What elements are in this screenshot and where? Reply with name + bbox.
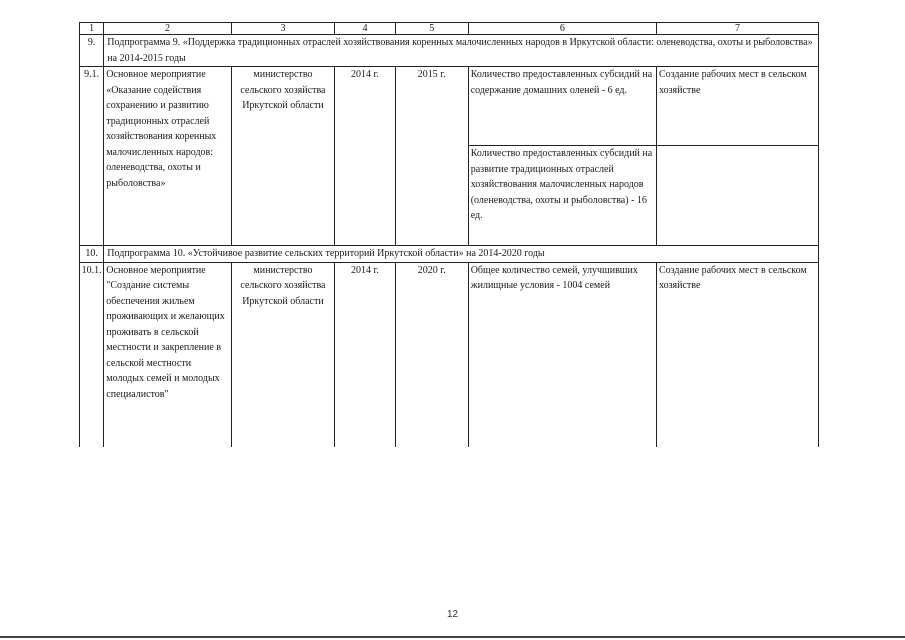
subprogram-10-row: [80, 246, 819, 263]
activity-10-1-description: Основное мероприятие "Создание системы обеспечения жильем проживающих и желающих проживать в сельской местности и закрепление в сельской местности молодых семей и молодых специалистов": [104, 262, 232, 447]
subprogram-9-row: [80, 35, 819, 67]
subprogram-9-number: 9.: [80, 35, 104, 67]
subprogram-9-title: Подпрограмма 9. «Поддержка традиционных отраслей хозяйствования коренных малочисленных народов в Иркутской области: оленеводства, охоты и рыболовства» на 2014-2015 годы: [104, 35, 819, 67]
activity-9-1-result-empty: [656, 146, 818, 246]
activity-9-1-number: 9.1.: [80, 67, 104, 246]
column-header-1: 1: [80, 23, 104, 35]
activity-10-1-row: [80, 262, 819, 447]
activity-9-1-indicator-deer: Количество предоставленных субсидий на содержание домашних оленей - 6 ед.: [468, 67, 656, 146]
activity-9-1-result: Создание рабочих мест в сельском хозяйстве: [656, 67, 818, 146]
activity-9-1-description: Основное мероприятие «Оказание содействия сохранению и развитию традиционных отраслей хозяйствования коренных малочисленных народов: оленеводства, охоты и рыболовства»: [104, 67, 232, 246]
column-header-3: 3: [231, 23, 334, 35]
page-number: 12: [446, 609, 459, 620]
column-header-6: 6: [468, 23, 656, 35]
activity-10-1-start-year: 2014 г.: [335, 262, 396, 447]
activity-10-1-executor: министерство сельского хозяйства Иркутской области: [231, 262, 334, 447]
activity-9-1-indicator-traditional: Количество предоставленных субсидий на развитие традиционных отраслей хозяйствования малочисленных народов (оленеводства, охоты и рыболовства) - 16 ед.: [468, 146, 656, 246]
activity-9-1-start-year: 2014 г.: [335, 67, 396, 246]
activity-9-1-end-year: 2015 г.: [395, 67, 468, 246]
activity-9-1-executor: министерство сельского хозяйства Иркутской области: [231, 67, 334, 246]
scan-bottom-edge: [0, 636, 905, 638]
activity-9-1-row: [80, 67, 819, 146]
column-header-7: 7: [656, 23, 818, 35]
column-number-header-row: [80, 23, 819, 35]
activity-10-1-number: 10.1.: [80, 262, 104, 447]
program-activities-table: [79, 22, 819, 447]
subprogram-10-number: 10.: [80, 246, 104, 263]
column-header-4: 4: [335, 23, 396, 35]
activity-10-1-end-year: 2020 г.: [395, 262, 468, 447]
column-header-5: 5: [395, 23, 468, 35]
subprogram-10-title: Подпрограмма 10. «Устойчивое развитие сельских территорий Иркутской области» на 2014-2020 годы: [104, 246, 819, 263]
activity-10-1-indicator: Общее количество семей, улучшивших жилищные условия - 1004 семей: [468, 262, 656, 447]
column-header-2: 2: [104, 23, 232, 35]
activity-10-1-result: Создание рабочих мест в сельском хозяйстве: [656, 262, 818, 447]
